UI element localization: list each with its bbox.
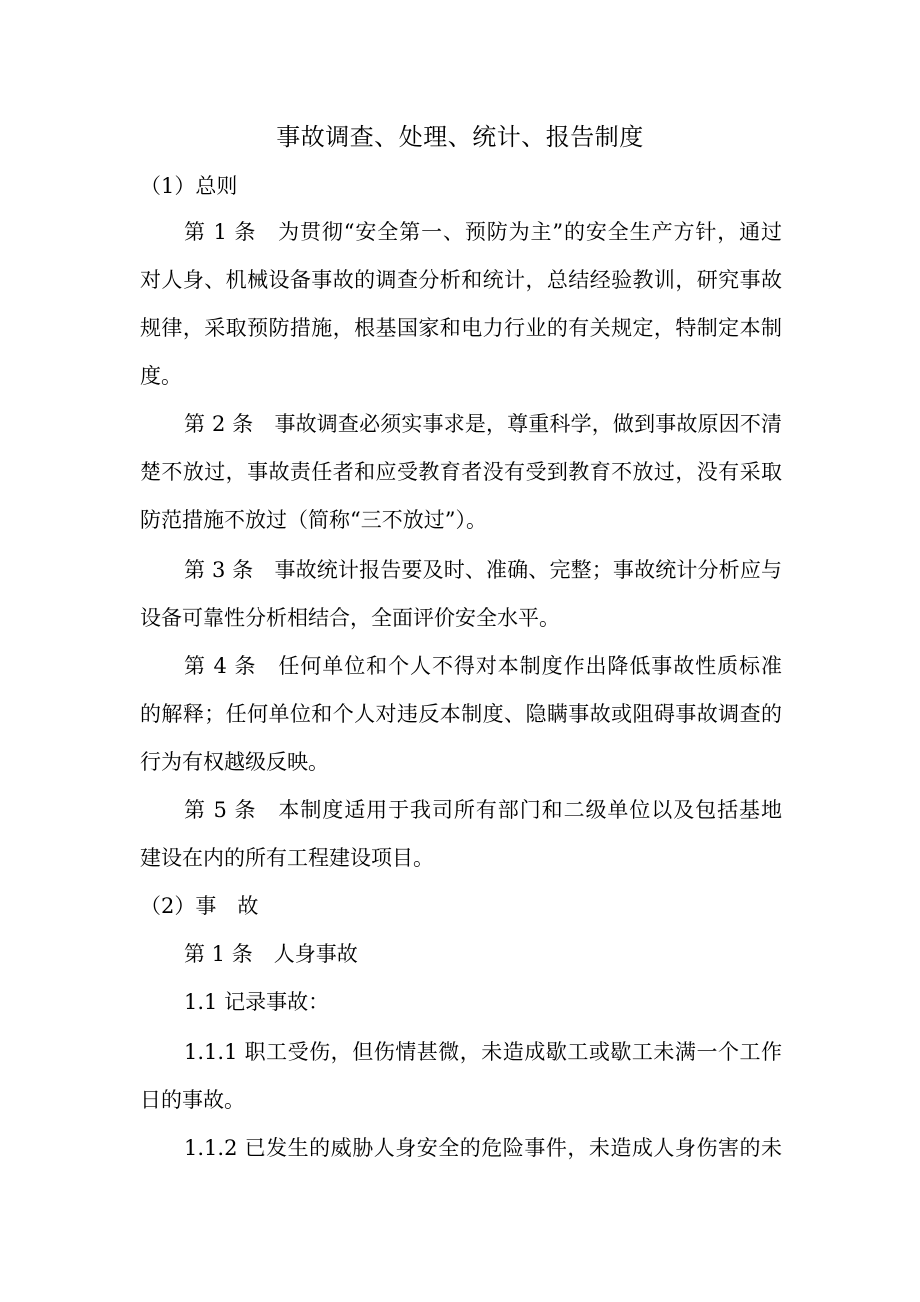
- paragraph-line: 1.1.1 职工受伤，但伤情甚微，未造成歇工或歇工未满一个工作: [184, 1040, 782, 1064]
- paragraph-line: 第 1 条 人身事故: [184, 942, 358, 966]
- paragraph-line: 防范措施不放过（简称“三不放过”）。: [140, 508, 487, 532]
- paragraph-line: 楚不放过，事故责任者和应受教育者没有受到教育不放过，没有采取: [140, 460, 782, 484]
- paragraph-line: 的解释；任何单位和个人对违反本制度、隐瞒事故或阻碍事故调查的: [140, 702, 782, 726]
- section-heading: （1）总则: [140, 174, 238, 198]
- paragraph-line: 第 2 条 事故调查必须实事求是，尊重科学，做到事故原因不清: [184, 412, 782, 436]
- paragraph-line: 第 3 条 事故统计报告要及时、准确、完整；事故统计分析应与: [184, 558, 782, 582]
- paragraph-line: 第 1 条 为贯彻“安全第一、预防为主”的安全生产方针，通过: [184, 220, 782, 244]
- paragraph-line: 对人身、机械设备事故的调查分析和统计，总结经验教训，研究事故: [140, 268, 782, 292]
- paragraph-line: 1.1 记录事故：: [184, 990, 330, 1014]
- document-title: 事故调查、处理、统计、报告制度: [276, 123, 644, 151]
- paragraph-line: 规律，采取预防措施，根基国家和电力行业的有关规定，特制定本制: [140, 316, 782, 340]
- paragraph-line: 设备可靠性分析相结合，全面评价安全水平。: [140, 606, 560, 630]
- paragraph-line: 第 5 条 本制度适用于我司所有部门和二级单位以及包括基地: [184, 798, 782, 822]
- paragraph-line: 行为有权越级反映。: [140, 750, 329, 774]
- section-heading: （2）事 故: [140, 894, 259, 918]
- paragraph-line: 建设在内的所有工程建设项目。: [140, 846, 434, 870]
- paragraph-line: 度。: [140, 364, 182, 388]
- paragraph-line: 日的事故。: [140, 1088, 245, 1112]
- paragraph-line: 1.1.2 已发生的威胁人身安全的危险事件，未造成人身伤害的未: [184, 1136, 782, 1160]
- paragraph-line: 第 4 条 任何单位和个人不得对本制度作出降低事故性质标准: [184, 654, 782, 678]
